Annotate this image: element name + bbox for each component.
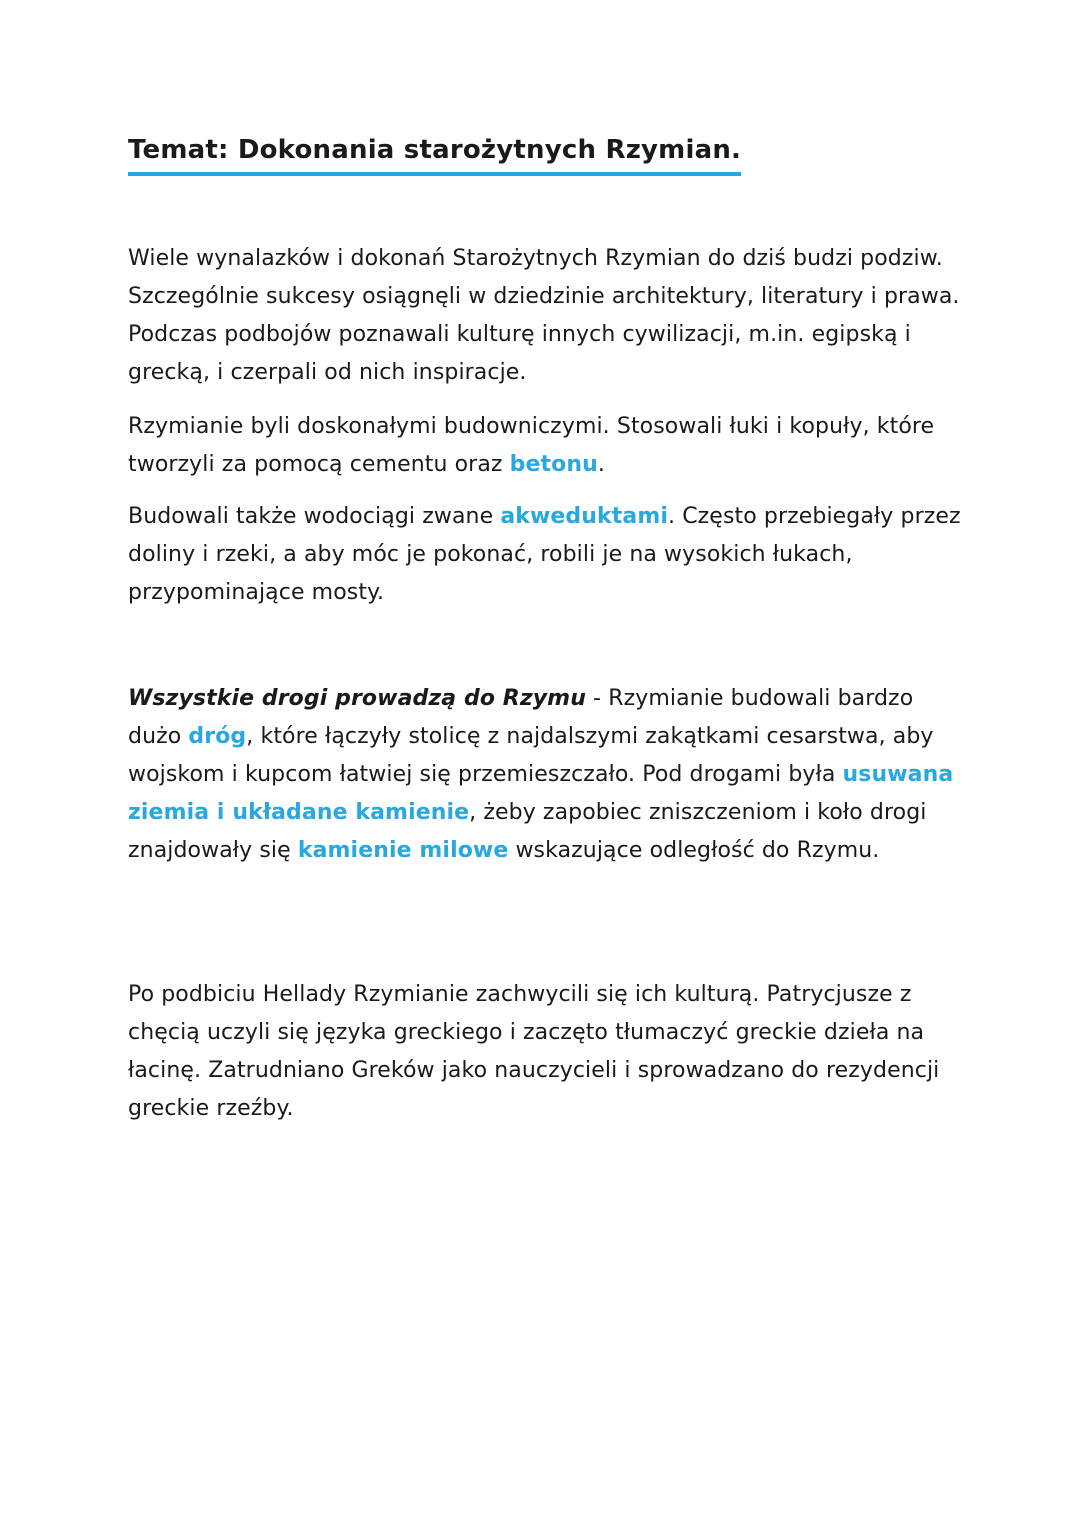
paragraph-hellas: Po podbiciu Hellady Rzymianie zachwycili się ich kulturą. Patrycjusze z chęcią uczyli się języka greckiego i zaczęto tłumaczyć greckie dzieła na łacinę. Zatrudniano Greków jako nauczycieli i sprowadzano do rezydencji greckie rzeźby. — [128, 982, 940, 1121]
text-segment: . Często przebiegały przez doliny i rzeki, a aby móc je pokonać, robili je na wysokich łukach, przypominające mosty. — [128, 504, 961, 605]
text-segment: , żeby zapobiec zniszczeniom i koło drogi znajdowały się — [128, 800, 927, 863]
text-segment: Budowali także wodociągi zwane — [128, 504, 501, 529]
highlight-term: usuwana ziemia i układane kamienie — [128, 762, 954, 825]
highlight-term: dróg — [188, 724, 247, 749]
paragraph-roads — [128, 680, 968, 870]
emphasis-phrase: Wszystkie drogi prowadzą do Rzymu — [128, 686, 586, 711]
highlight-term: akweduktami — [500, 504, 669, 529]
text-segment: , które łączyły stolicę z najdalszymi zakątkami cesarstwa, aby wojskom i kupcom łatwiej się przemieszczało. Pod drogami była — [128, 724, 934, 787]
text-segment: Rzymianie byli doskonałymi budowniczymi. Stosowali łuki i kopuły, które tworzyli za pomocą cementu oraz — [128, 414, 935, 477]
highlight-term: betonu — [509, 452, 598, 477]
text-segment: wskazujące odległość do Rzymu. — [508, 838, 880, 863]
page-title: Temat: Dokonania starożytnych Rzymian. — [128, 130, 741, 176]
text-segment: - Rzymianie budowali bardzo dużo — [128, 686, 914, 749]
paragraph-intro: Wiele wynalazków i dokonań Starożytnych Rzymian do dziś budzi podziw. Szczególnie sukcesy osiągnęli w dziedzinie architektury, literatury i prawa. Podczas podbojów poznawali kulturę innych cywilizacji, m.in. egipską i grecką, i czerpali od nich inspiracje. — [128, 246, 960, 385]
paragraph-builders — [128, 408, 968, 484]
highlight-term: kamienie milowe — [297, 838, 509, 863]
paragraph-aqueducts — [128, 498, 968, 612]
text-segment: . — [597, 452, 605, 477]
